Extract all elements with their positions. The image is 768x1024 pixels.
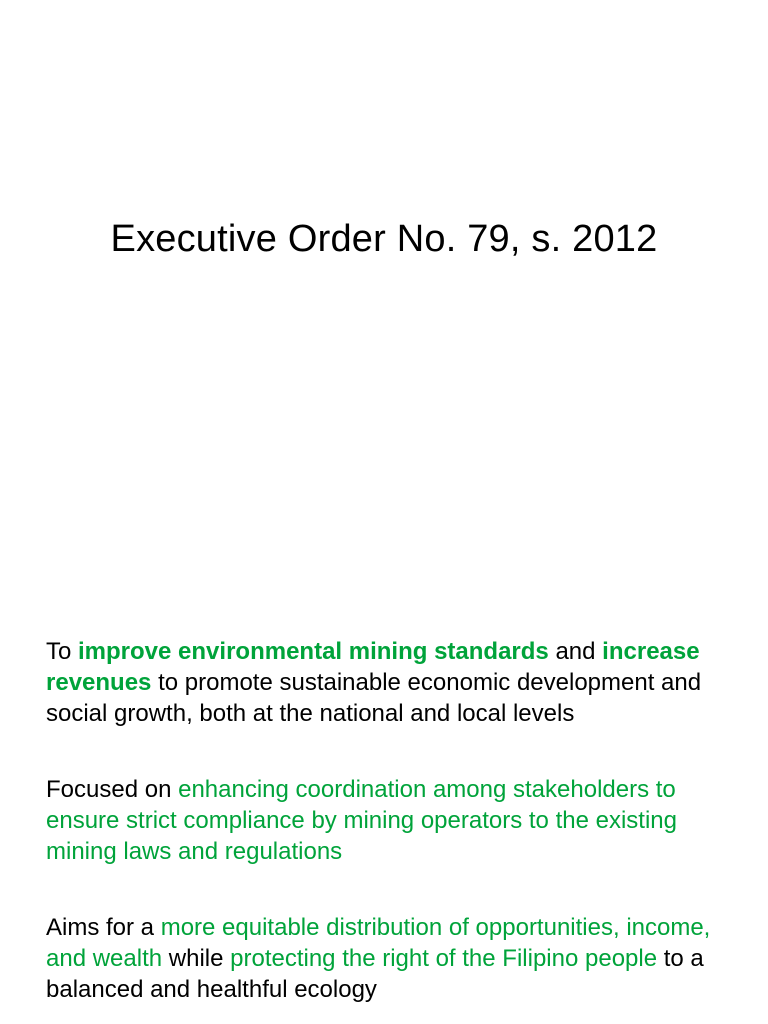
slide-title: Executive Order No. 79, s. 2012: [110, 218, 658, 260]
highlight-segment: increase revenues: [46, 638, 700, 696]
slide-body: [46, 636, 736, 1024]
paragraph-purpose: [46, 636, 736, 729]
text-segment: while: [162, 945, 231, 972]
text-segment: Aims for a: [46, 914, 161, 941]
text-segment: and: [548, 638, 603, 665]
highlight-segment: more equitable distribution of opportunities, income, and wealth: [46, 914, 711, 972]
highlight-segment: protecting the right of the Filipino people: [230, 945, 658, 972]
text-segment: To: [46, 638, 79, 665]
text-segment: to a balanced and healthful ecology: [46, 945, 704, 1003]
paragraph-aims: [46, 912, 736, 1005]
highlight-segment: enhancing coordination among stakeholders to ensure strict compliance by mining operators to the existing mining laws and regulations: [46, 776, 677, 865]
text-segment: Focused on: [46, 776, 179, 803]
paragraph-focus: [46, 774, 736, 867]
highlight-segment: improve environmental mining standards: [78, 638, 549, 665]
text-segment: to promote sustainable economic development and social growth, both at the national and local levels: [46, 669, 702, 727]
